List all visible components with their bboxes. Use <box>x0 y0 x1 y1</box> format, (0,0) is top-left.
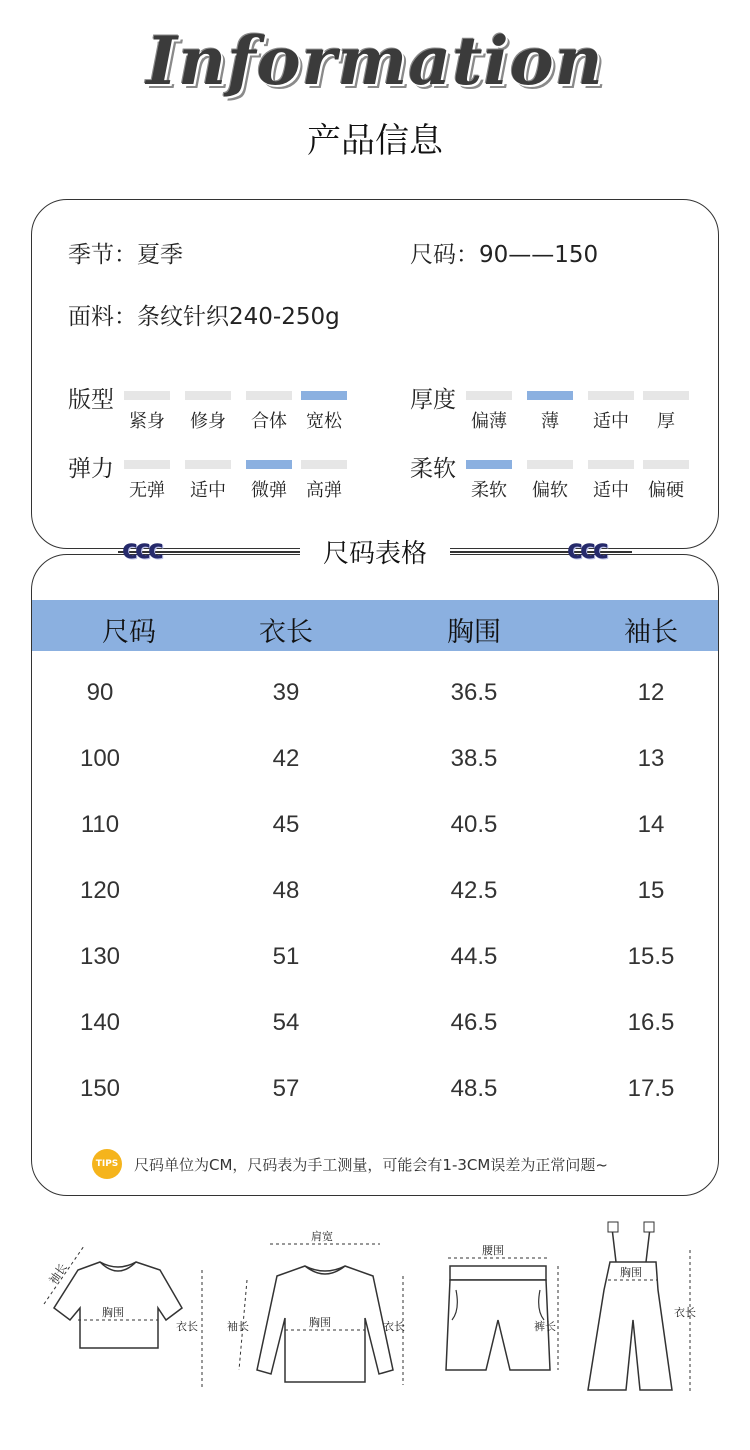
level-bar <box>246 460 292 469</box>
table-row <box>32 1075 718 1115</box>
shorts-illustration <box>438 1220 568 1395</box>
level-bar <box>185 391 231 400</box>
attr-thickness-label: 厚度 <box>410 387 456 413</box>
option-label: 高弹 <box>306 480 342 501</box>
level-bar <box>588 391 634 400</box>
column-header-size: 尺码 <box>102 617 156 648</box>
attr-softness-option <box>588 460 634 502</box>
season-value: 夏季 <box>137 242 183 268</box>
season-info <box>68 236 183 269</box>
cell-chest: 42.5 <box>450 877 498 904</box>
shorts-length-label: 裤长 <box>534 1320 556 1333</box>
cell-chest: 36.5 <box>450 679 498 706</box>
cell-size: 120 <box>79 877 121 904</box>
level-bar <box>124 391 170 400</box>
longsleeve-diagram <box>225 1220 410 1395</box>
attr-softness-label: 柔软 <box>410 456 456 482</box>
overalls-diagram <box>580 1220 710 1395</box>
attr-fit-option <box>124 391 170 433</box>
cell-size: 100 <box>79 745 121 772</box>
cell-size: 90 <box>86 679 114 706</box>
option-label: 微弹 <box>251 480 287 501</box>
cell-size: 150 <box>79 1075 121 1102</box>
option-label: 紧身 <box>129 411 165 432</box>
attr-elasticity-option <box>301 460 347 502</box>
table-row <box>32 679 718 719</box>
fabric-label: 面料： <box>68 304 137 330</box>
size-range-info <box>410 236 598 269</box>
cell-size: 140 <box>79 1009 121 1036</box>
attr-fit-option <box>246 391 292 433</box>
cell-sleeve: 17.5 <box>627 1075 675 1102</box>
table-row <box>32 745 718 785</box>
option-label: 偏硬 <box>648 480 684 501</box>
decoration-right: ccc <box>567 534 607 565</box>
column-header-chest: 胸围 <box>447 617 501 648</box>
page-subtitle: 产品信息 <box>307 121 443 161</box>
cell-size: 130 <box>79 943 121 970</box>
table-row <box>32 877 718 917</box>
cell-length: 48 <box>272 877 300 904</box>
shorts-diagram <box>438 1220 568 1395</box>
cell-chest: 46.5 <box>450 1009 498 1036</box>
option-label: 适中 <box>593 411 629 432</box>
tshirt-illustration <box>30 1220 205 1390</box>
cell-sleeve: 15 <box>637 877 665 904</box>
size-table-header <box>32 600 718 651</box>
table-row <box>32 943 718 983</box>
cell-size: 110 <box>80 811 120 838</box>
attr-fit-option <box>301 391 347 433</box>
cell-length: 57 <box>272 1075 300 1102</box>
level-bar <box>466 460 512 469</box>
option-label: 偏薄 <box>471 411 507 432</box>
level-bar <box>527 391 573 400</box>
attr-fit-label: 版型 <box>68 387 114 413</box>
fabric-info <box>68 298 340 331</box>
cell-length: 51 <box>272 943 300 970</box>
overalls-length-label: 衣长 <box>674 1306 696 1319</box>
attr-fit-option <box>185 391 231 433</box>
attr-elasticity-option <box>246 460 292 502</box>
longsleeve-sleeve-label: 袖长 <box>227 1320 249 1333</box>
cell-sleeve: 16.5 <box>627 1009 675 1036</box>
level-bar <box>246 391 292 400</box>
attr-elasticity-option <box>124 460 170 502</box>
longsleeve-length-label: 衣长 <box>383 1320 405 1333</box>
size-range-value: 90——150 <box>479 242 599 268</box>
option-label: 薄 <box>541 411 559 432</box>
attr-elasticity-option <box>185 460 231 502</box>
option-label: 修身 <box>190 411 226 432</box>
level-bar <box>301 460 347 469</box>
cell-sleeve: 15.5 <box>627 943 675 970</box>
shorts-waist-label: 腰围 <box>482 1244 504 1257</box>
overalls-illustration <box>580 1220 710 1395</box>
option-label: 偏软 <box>532 480 568 501</box>
cell-chest: 48.5 <box>450 1075 498 1102</box>
product-info-card <box>31 199 719 549</box>
tshirt-sleeve-label: 袖长 <box>46 1261 70 1287</box>
attr-softness-option <box>527 460 573 502</box>
level-bar <box>124 460 170 469</box>
longsleeve-illustration <box>225 1220 410 1395</box>
attr-thickness-option <box>466 391 512 433</box>
cell-sleeve: 14 <box>637 811 665 838</box>
table-row <box>32 1009 718 1049</box>
level-bar <box>588 460 634 469</box>
attr-thickness-option <box>527 391 573 433</box>
option-label: 适中 <box>593 480 629 501</box>
cell-sleeve: 13 <box>637 745 665 772</box>
cell-length: 54 <box>272 1009 300 1036</box>
tshirt-chest-label: 胸围 <box>102 1306 124 1319</box>
option-label: 宽松 <box>306 411 342 432</box>
table-row <box>32 811 718 851</box>
attr-thickness-option <box>588 391 634 433</box>
attr-elasticity-label: 弹力 <box>68 456 114 482</box>
tshirt-length-label: 衣长 <box>176 1320 198 1333</box>
attr-thickness-option <box>643 391 689 433</box>
cell-length: 42 <box>272 745 300 772</box>
longsleeve-chest-label: 胸围 <box>309 1316 331 1329</box>
tips-badge-icon: TIPS <box>92 1149 122 1179</box>
cell-chest: 38.5 <box>450 745 498 772</box>
level-bar <box>643 391 689 400</box>
option-label: 适中 <box>190 480 226 501</box>
option-label: 厚 <box>657 411 675 432</box>
level-bar <box>466 391 512 400</box>
cell-length: 39 <box>272 679 300 706</box>
level-bar <box>643 460 689 469</box>
column-header-length: 衣长 <box>259 617 313 648</box>
overalls-chest-label: 胸围 <box>620 1266 642 1279</box>
page-title: Information <box>146 22 604 100</box>
cell-chest: 44.5 <box>450 943 498 970</box>
level-bar <box>185 460 231 469</box>
season-label: 季节： <box>68 242 137 268</box>
attr-softness-option <box>643 460 689 502</box>
cell-length: 45 <box>272 811 300 838</box>
size-table-card <box>31 554 719 1196</box>
size-range-label: 尺码： <box>410 242 479 268</box>
size-table-title: 尺码表格 <box>300 533 450 570</box>
option-label: 合体 <box>251 411 287 432</box>
column-header-sleeve: 袖长 <box>624 617 678 648</box>
option-label: 无弹 <box>129 480 165 501</box>
fabric-value: 条纹针织240-250g <box>137 304 340 330</box>
attr-softness-option <box>466 460 512 502</box>
level-bar <box>527 460 573 469</box>
tips-text: 尺码单位为CM，尺码表为手工测量，可能会有1-3CM误差为正常问题~ <box>134 1156 608 1174</box>
tshirt-diagram <box>30 1220 205 1390</box>
level-bar <box>301 391 347 400</box>
longsleeve-shoulder-label: 肩宽 <box>311 1230 333 1243</box>
decoration-left: ccc <box>122 534 162 565</box>
cell-sleeve: 12 <box>637 679 665 706</box>
option-label: 柔软 <box>471 480 507 501</box>
cell-chest: 40.5 <box>450 811 498 838</box>
